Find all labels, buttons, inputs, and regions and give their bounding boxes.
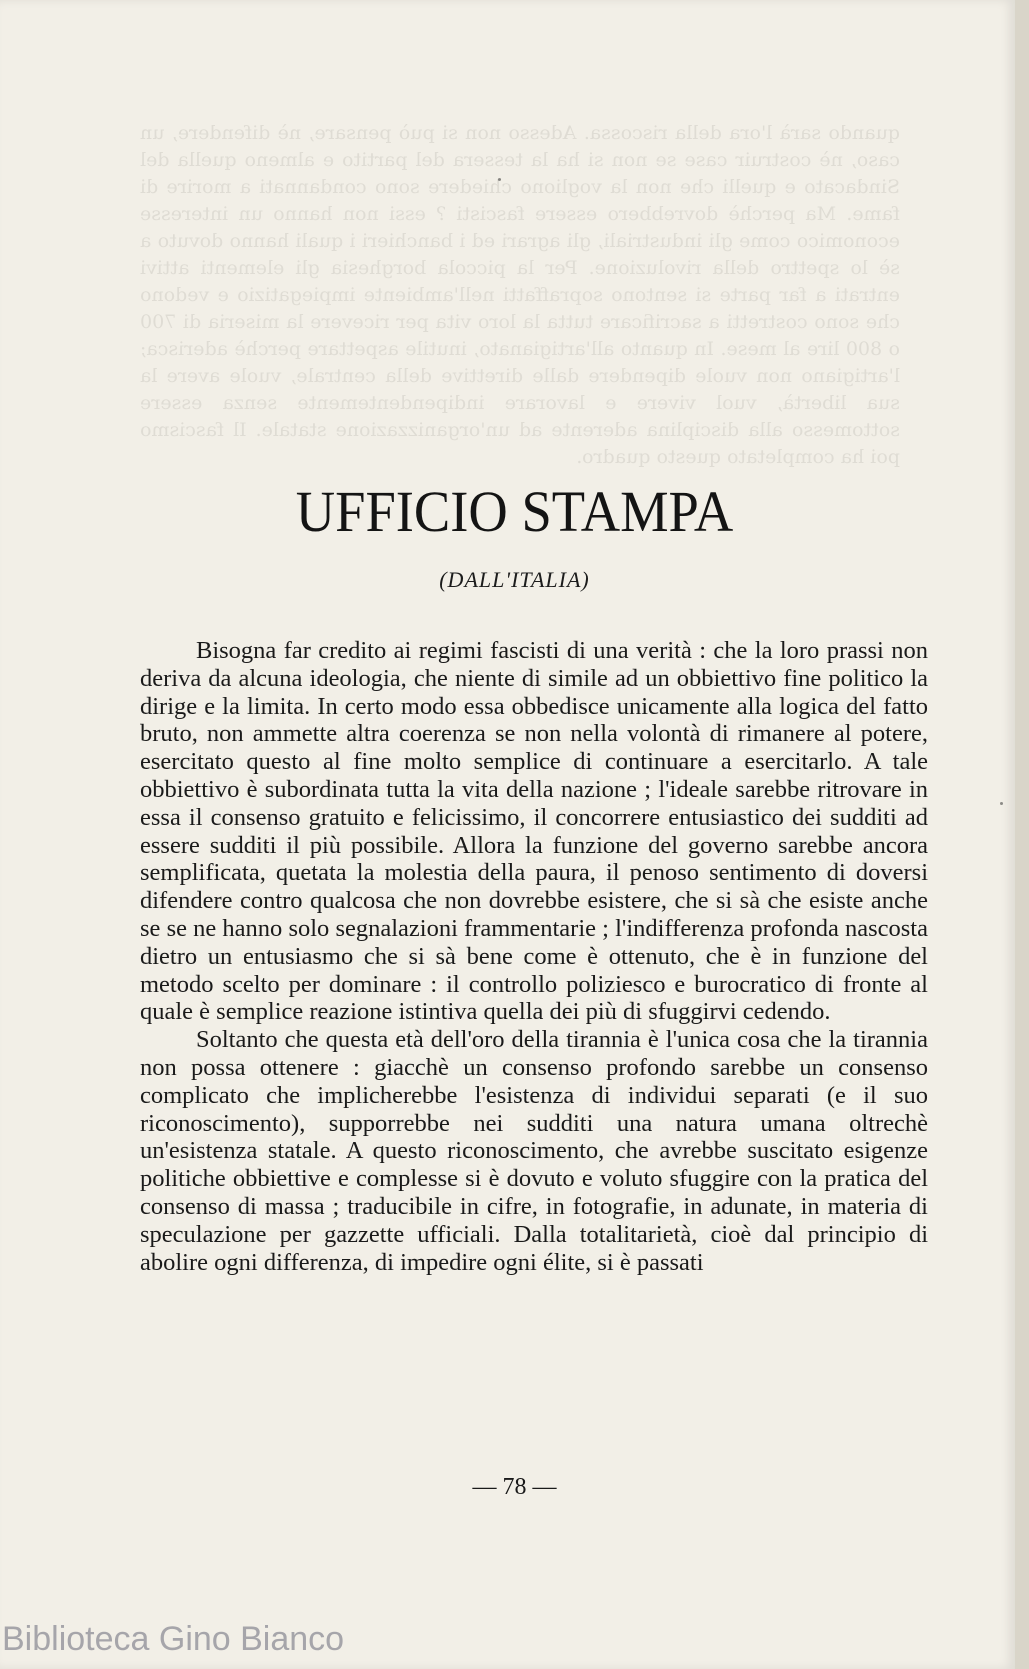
library-watermark: Biblioteca Gino Bianco — [2, 1620, 345, 1658]
paragraph-2: Soltanto che questa età dell'oro della tirannia è l'unica cosa che la tirannia non possa ottenere : giacchè un consenso profondo sarebbe un consenso complicato che implicherebbe l'esistenza di individui separati (e il suo riconoscimento), supporrebbe nei sudditi una natura umana oltrechè un'esistenza statale. A questo riconoscimento, che avrebbe suscitato esigenze politiche obbiettive e complesse si è dovuto e voluto sfuggire con la pratica del consenso di massa ; traducibile in cifre, in fotografie, in adunate, in materia di speculazione per gazzette ufficiali. Dalla totalitarietà, cioè dal principio di abolire ogni differenza, di impedire ogni élite, si è passati — [140, 1026, 928, 1276]
paragraph-1: Bisogna far credito ai regimi fascisti di una verità : che la loro prassi non deriva da alcuna ideologia, che niente di simile ad un obbiettivo fine politico la dirige e la limita. In certo modo essa obbedisce unicamente alla logica del fatto bruto, non ammette altra coerenza se non nella volontà di rimanere al potere, esercitato questo al fine molto semplice di continuare a esercitarlo. A tale obbiettivo è subordinata tutta la vita della nazione ; l'ideale sarebbe ritrovare in essa il consenso gratuito e felicissimo, il concorrere entusiastico dei sudditi ad essere sudditi il più possibile. Allora la funzione del governo sarebbe ancora semplificata, quetata la molestia della paura, il penoso sentimento di doversi difendere contro qualcosa che non dovrebbe esistere, che si sà che esiste anche se se ne hanno solo segnalazioni frammentarie ; l'indifferenza profonda nascosta dietro un entusiasmo che si sà bene come è ottenuto, che è in funzione del metodo scelto per dominare : il controllo poliziesco e burocratico di fronte al quale è semplice reazione istintiva quella dei più di sfuggirvi cedendo. — [140, 637, 928, 1026]
page-edge — [1015, 0, 1029, 1669]
article-subtitle: (DALL'ITALIA) — [439, 567, 590, 592]
page-number: — 78 — — [472, 1474, 557, 1500]
paper-speck — [1000, 802, 1003, 805]
paper-speck — [498, 178, 501, 181]
article-body — [140, 637, 928, 1276]
article-title: UFFICIO STAMPA — [295, 479, 734, 544]
